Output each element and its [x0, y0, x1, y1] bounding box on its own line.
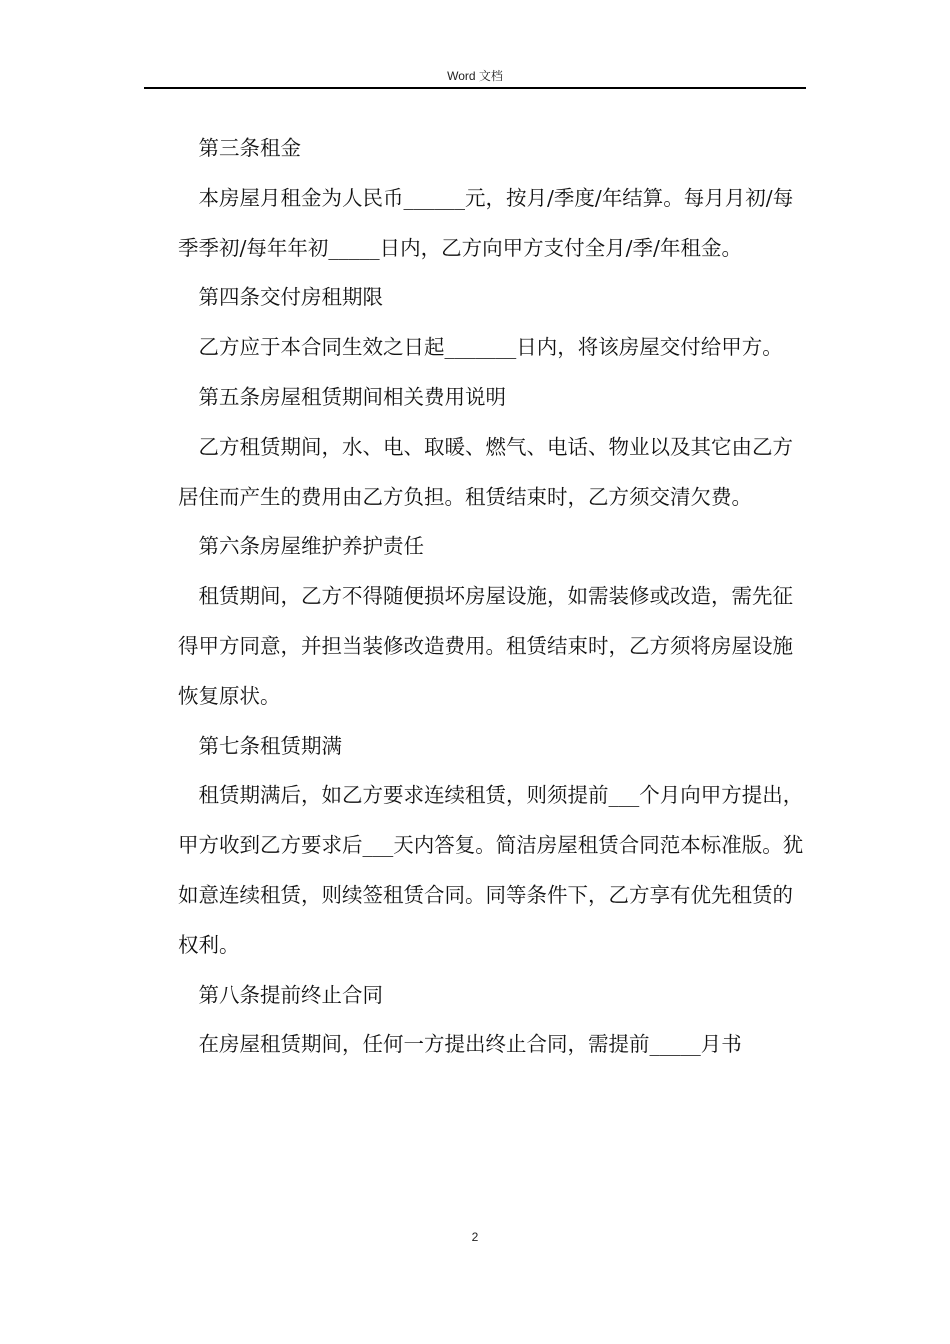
clause-heading: 第七条租赁期满: [198, 733, 342, 758]
clause-paragraph: 乙方租赁期间，水、电、取暖、燃气、电话、物业以及其它由乙方居住而产生的费用由乙方负担。租赁结束时，乙方须交清欠费。: [178, 434, 793, 509]
clause-heading: 第三条租金: [198, 136, 301, 160]
clause-paragraph: 乙方应于本合同生效之日起_______日内，将该房屋交付给甲方。: [198, 335, 783, 360]
clause-paragraph: 本房屋月租金为人民币______元，按月/季度/年结算。每月月初/每季季初/每年年初_____日内，乙方向甲方支付全月/季/年租金。: [178, 185, 794, 260]
clause-heading: 第六条房屋维护养护责任: [198, 534, 424, 559]
clause-paragraph: 租赁期满后，如乙方要求连续租赁，则须提前___个月向甲方提出，甲方收到乙方要求后___天内答复。简洁房屋租赁合同范本标准版。犹如意连续租赁，则续签租赁合同。同等条件下，乙方享有优先租赁的权利。: [178, 783, 804, 957]
document-body: [178, 124, 806, 1070]
clause-heading: 第八条提前终止合同: [198, 982, 383, 1007]
header-divider: [144, 87, 806, 89]
page-number: 2: [471, 1230, 479, 1244]
clause-heading: 第四条交付房租期限: [198, 285, 383, 310]
clause-paragraph: 租赁期间，乙方不得随便损坏房屋设施，如需装修或改造，需先征得甲方同意，并担当装修改造费用。租赁结束时，乙方须将房屋设施恢复原状。: [178, 584, 793, 708]
document-header-label: Word 文档: [447, 69, 503, 83]
clause-heading: 第五条房屋租赁期间相关费用说明: [198, 384, 506, 409]
clause-paragraph: 在房屋租赁期间，任何一方提出终止合同，需提前_____月书: [198, 1032, 742, 1057]
